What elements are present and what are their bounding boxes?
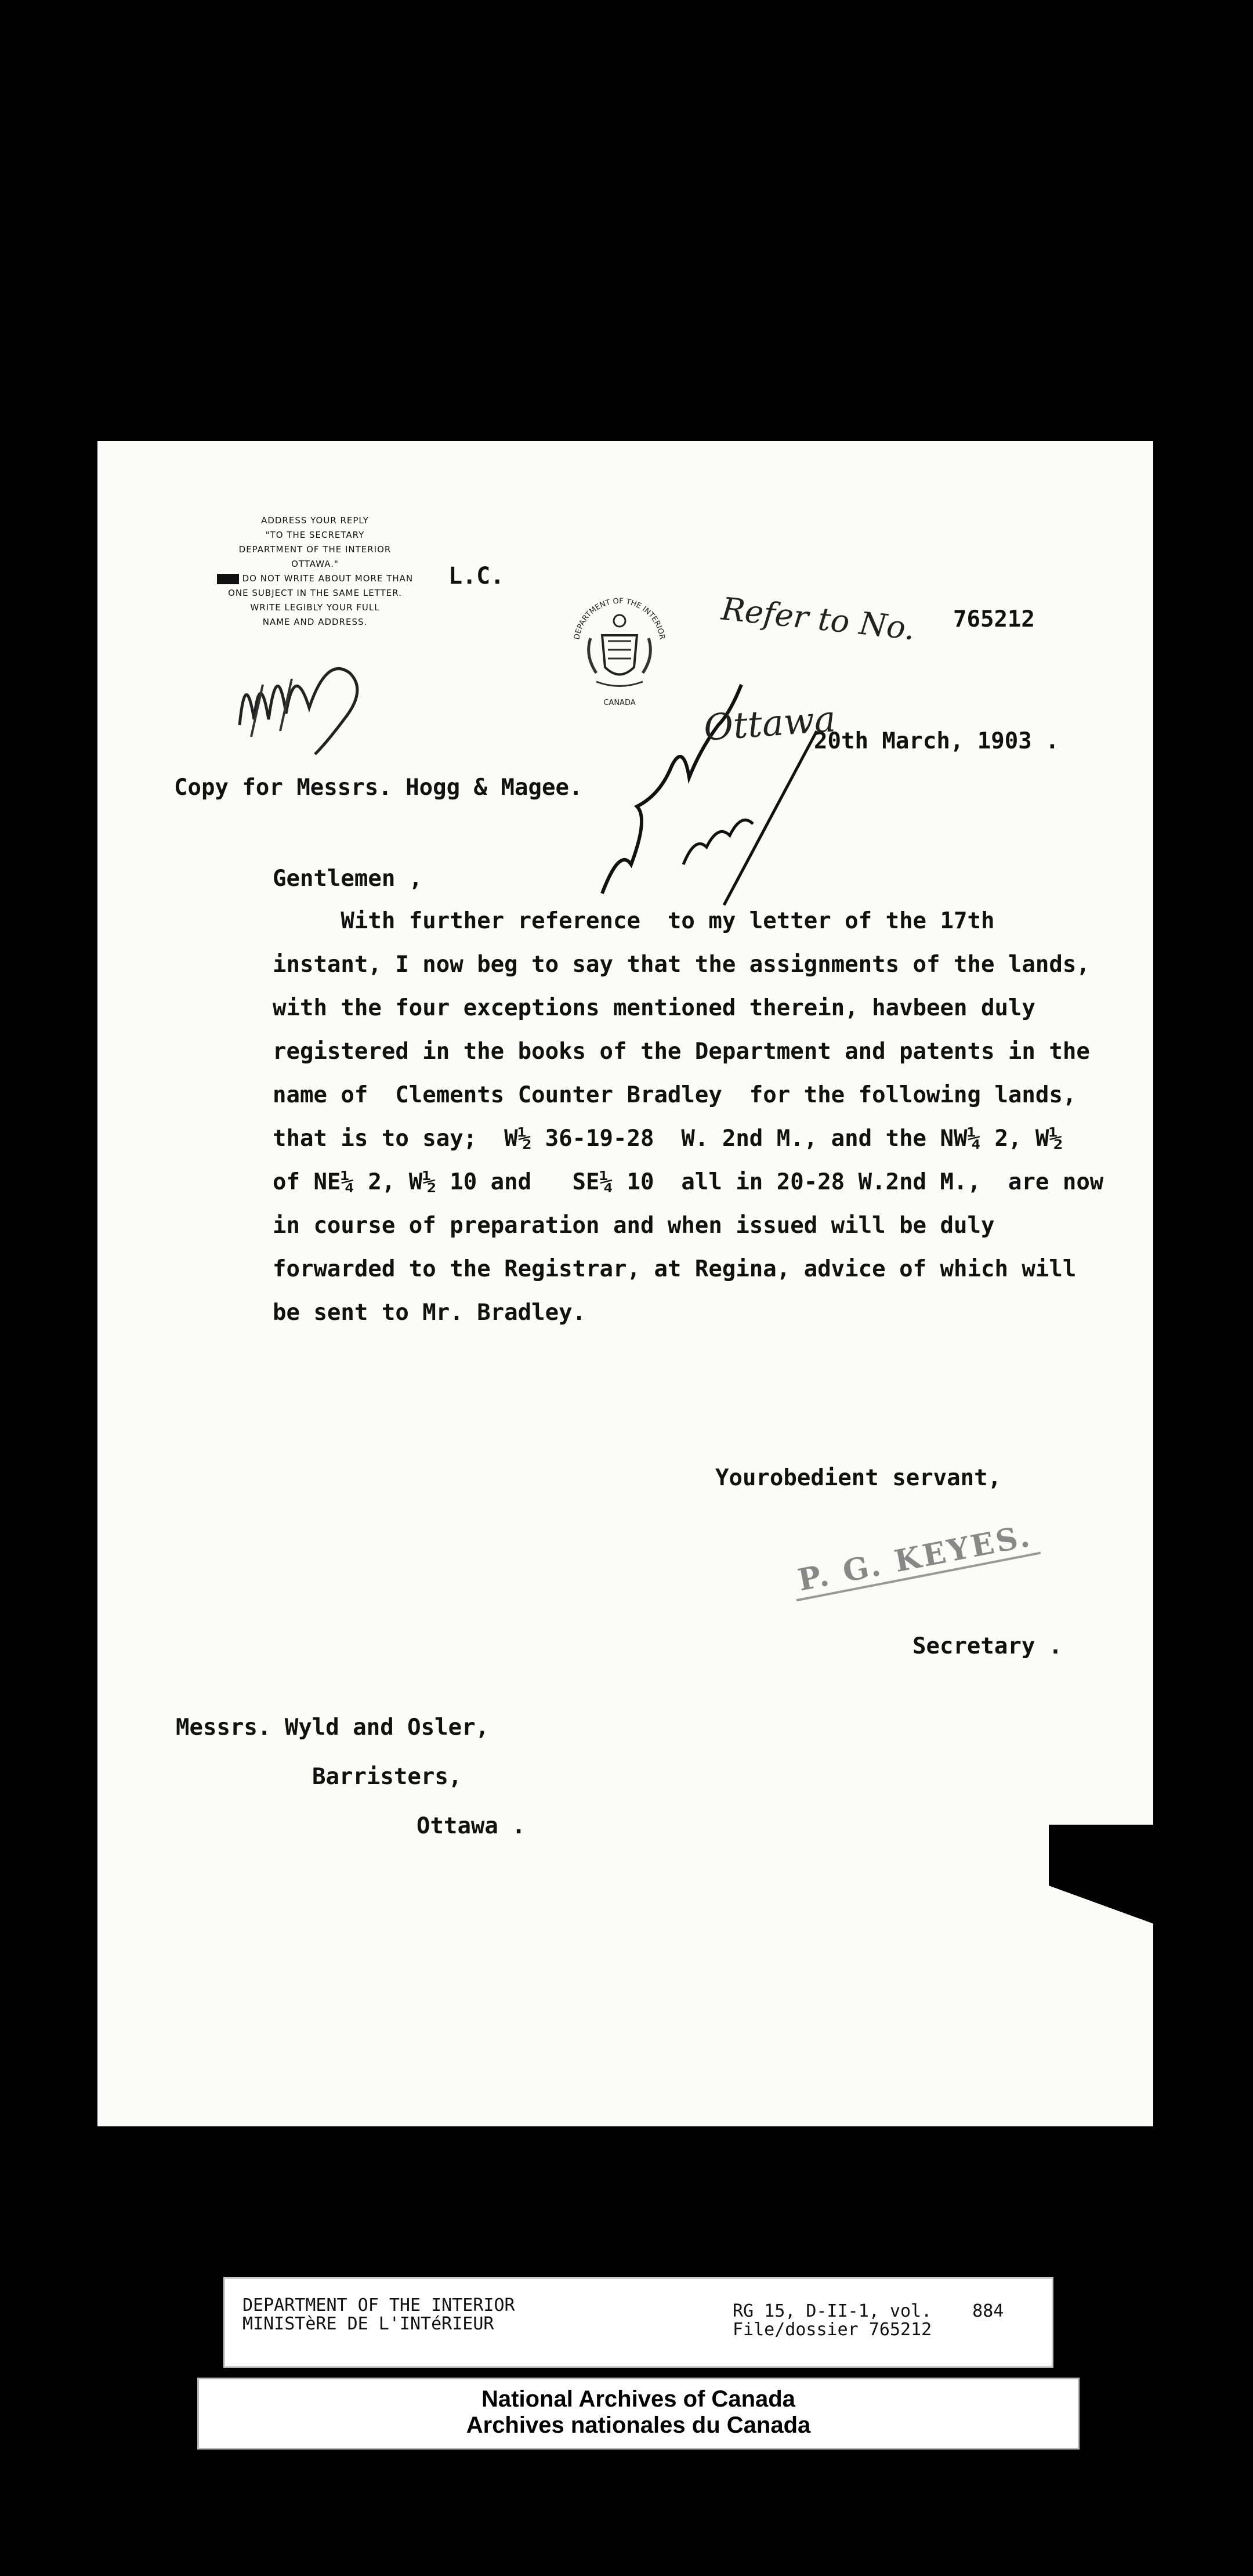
- archives-french: Archives nationales du Canada: [466, 2412, 811, 2438]
- signature-title: Secretary .: [912, 1633, 1063, 1659]
- body-line: With further reference to my letter of the 17th: [273, 908, 995, 934]
- volume-number: 884: [972, 2301, 1004, 2321]
- body-line: instant, I now beg to say that the assignments of the lands,: [273, 951, 1090, 978]
- record-group: RG 15, D-II-1, vol.: [733, 2301, 932, 2321]
- archives-english: National Archives of Canada: [481, 2386, 795, 2412]
- department-label: [242, 2296, 515, 2333]
- letterhead-line: [187, 571, 443, 586]
- letter-page: [97, 441, 1153, 2126]
- refer-to-label: Refer to No.: [719, 590, 917, 647]
- letterhead-line: "TO THE SECRETARY: [265, 530, 365, 540]
- copy-for-line: Copy for Messrs. Hogg & Magee.: [174, 775, 583, 801]
- body-line: name of Clements Counter Bradley for the following lands,: [273, 1082, 1077, 1108]
- letter-date: 20th March, 1903 .: [814, 728, 1059, 754]
- body-line: be sent to Mr. Bradley.: [273, 1300, 586, 1326]
- archive-reference-label: [223, 2277, 1053, 2368]
- addressee-line: Barristers,: [312, 1764, 462, 1790]
- closing-line: Yourobedient servant,: [715, 1465, 1002, 1491]
- svg-text:DEPARTMENT OF THE INTERIOR: [573, 597, 666, 641]
- addressee-line: Ottawa .: [417, 1813, 526, 1839]
- file-reference: File/dossier 765212: [733, 2320, 932, 2340]
- crest-bottom-text: CANADA: [603, 699, 636, 707]
- addressee-line: Messrs. Wyld and Osler,: [176, 1714, 490, 1741]
- letterhead-line: OTTAWA.": [291, 559, 339, 569]
- department-english: DEPARTMENT OF THE INTERIOR: [242, 2295, 515, 2315]
- initials-mark: L.C.: [448, 563, 505, 589]
- signature-stamp: P. G. KEYES.: [790, 1517, 1041, 1602]
- record-reference: [733, 2302, 1004, 2339]
- crest-top-text: DEPARTMENT OF THE INTERIOR: [573, 596, 667, 641]
- body-line: of NE¼ 2, W½ 10 and SE¼ 10 all in 20-28 W.2nd M., are now: [273, 1169, 1104, 1195]
- record-group-line: [733, 2302, 1004, 2321]
- body-line: forwarded to the Registrar, at Regina, advice of which will: [273, 1256, 1077, 1282]
- letterhead-line: WRITE LEGIBLY YOUR FULL: [250, 602, 380, 613]
- addressee-block: [176, 1703, 526, 1851]
- department-french: MINISTèRE DE L'INTéRIEUR: [242, 2314, 494, 2334]
- handwritten-initials-icon: [228, 632, 379, 766]
- letterhead-line: ONE SUBJECT IN THE SAME LETTER.: [228, 588, 402, 598]
- place-handwritten: Ottawa: [702, 697, 837, 749]
- letter-body: [273, 899, 1120, 1334]
- body-line: that is to say; W½ 36-19-28 W. 2nd M., and the NW¼ 2, W½: [273, 1126, 1063, 1152]
- file-number: 765212: [953, 606, 1035, 632]
- letterhead-line: NAME AND ADDRESS.: [262, 617, 368, 627]
- redaction-mark: [217, 574, 239, 584]
- letterhead-line: DEPARTMENT OF THE INTERIOR: [238, 544, 392, 555]
- letterhead-line: ADDRESS YOUR REPLY: [261, 515, 369, 526]
- salutation: Gentlemen ,: [273, 866, 423, 892]
- letterhead-instructions: [187, 513, 443, 629]
- letterhead-line-text: DO NOT WRITE ABOUT MORE THAN: [242, 573, 414, 584]
- body-line: registered in the books of the Department and patents in the: [273, 1039, 1090, 1065]
- archives-banner: [197, 2378, 1080, 2450]
- body-line: in course of preparation and when issued will be duly: [273, 1213, 995, 1239]
- body-line: with the four exceptions mentioned therein, havbeen duly: [273, 995, 1035, 1021]
